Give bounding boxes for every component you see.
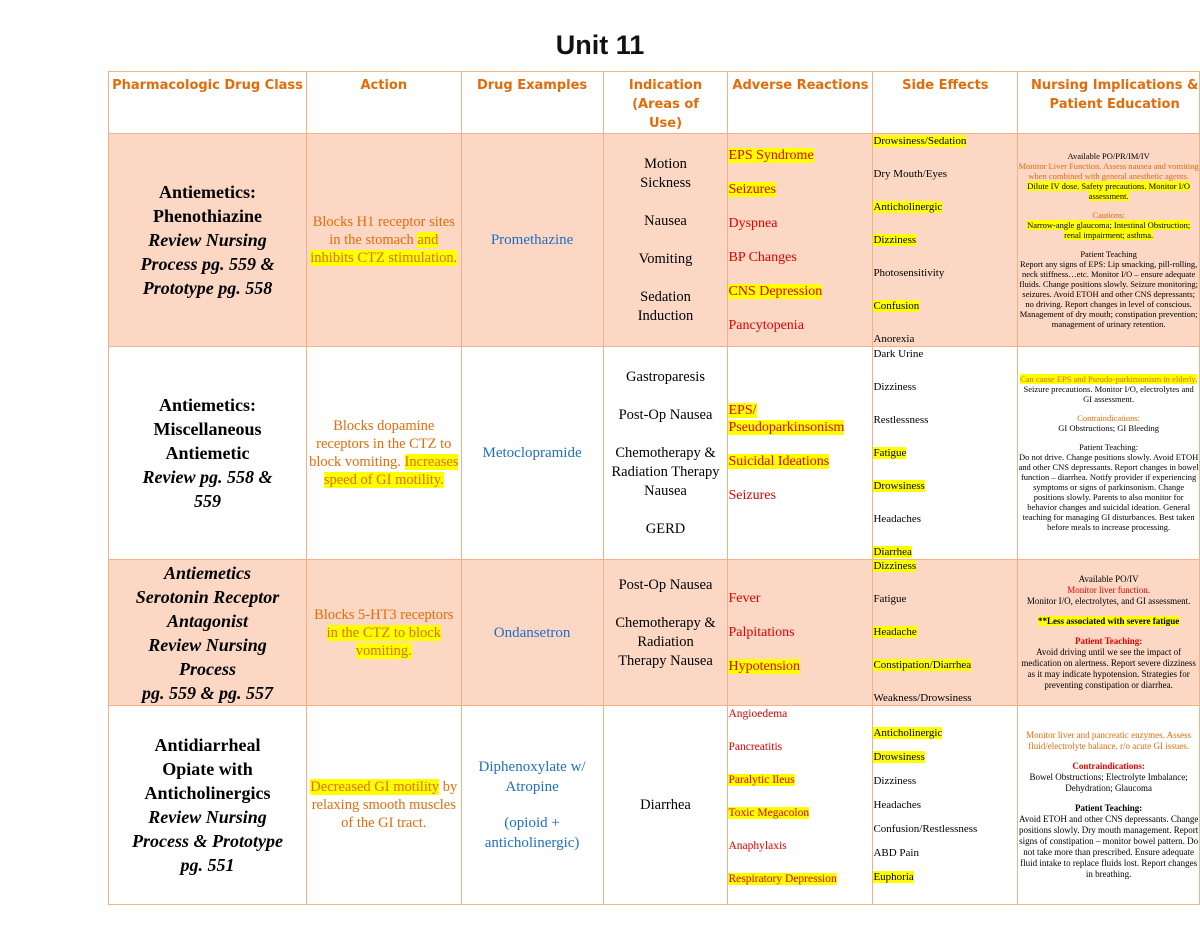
- side-effects-cell: [873, 706, 1018, 905]
- side-effect-item: Headaches: [873, 512, 922, 525]
- adverse-item: BP Changes: [728, 249, 797, 265]
- drug-class-cell: [109, 347, 307, 560]
- indication-item: Chemotherapy & Radiation Therapy Nausea: [615, 615, 716, 669]
- table-row: [109, 560, 1200, 706]
- side-effect-item: Dark Urine: [873, 347, 924, 360]
- indication-cell: [603, 134, 728, 347]
- adverse-item: Respiratory Depression: [728, 873, 837, 885]
- class-reference: Review Nursing: [148, 807, 267, 827]
- side-effect-item: Drowsiness: [873, 479, 925, 492]
- side-effect-item: Diarrhea: [873, 545, 912, 558]
- nursing-cell: [1018, 560, 1200, 706]
- teaching-text: Avoid ETOH and other CNS depressants. Change positions slowly. Dry mouth management. Report signs of constipation – monitor bowel pattern. Do not take more than prescribed. Ensure adequate fluid intake to replace fluids lost. Report changes in breathing.: [1018, 814, 1199, 879]
- adverse-item: Dyspnea: [728, 215, 778, 231]
- cautions-heading: Contraindications:: [1077, 413, 1141, 423]
- side-effect-item: Photosensitivity: [873, 266, 945, 279]
- nursing-line: Monitor I/O, electrolytes, and GI assessment.: [1026, 596, 1191, 606]
- adverse-item: Pancreatitis: [728, 741, 783, 753]
- header-cell: Drug Examples: [461, 72, 603, 134]
- drug-example: Promethazine: [461, 134, 603, 347]
- class-reference: pg. 559 & pg. 557: [141, 682, 273, 703]
- table-row: [109, 347, 1200, 560]
- cautions-heading: Contraindications:: [1072, 761, 1145, 771]
- adverse-cell: [728, 347, 873, 560]
- indication-cell: [603, 347, 728, 560]
- cautions-text: Narrow-angle glaucoma; Intestinal Obstruction; renal impairment; asthma.: [1027, 220, 1191, 240]
- header-row: [109, 72, 1200, 134]
- header-cell: Action: [306, 72, 461, 134]
- side-effect-item: Weakness/Drowsiness: [873, 692, 972, 704]
- class-reference: Serotonin Receptor: [135, 586, 280, 607]
- teaching-text: Avoid driving until we see the impact of medication on alertness. Report severe dizziness as it may indicate hypotension. Strategies for preventing constipation or diarrhea.: [1021, 647, 1196, 690]
- indication-cell: [603, 706, 728, 905]
- class-reference: Review Nursing: [148, 230, 267, 250]
- indication-item: Nausea: [644, 212, 687, 229]
- class-reference: Review pg. 558 &: [142, 467, 273, 487]
- side-effect-item: Drowsiness/Sedation: [873, 134, 967, 147]
- side-effect-item: Headache: [873, 626, 917, 638]
- adverse-cell: [728, 134, 873, 347]
- side-effects-cell: [873, 134, 1018, 347]
- class-name: Phenothiazine: [152, 206, 262, 226]
- class-name: Opiate with: [162, 759, 253, 779]
- adverse-item: Paralytic Ileus: [728, 774, 795, 786]
- nursing-line: Monitor liver and pancreatic enzymes. Assess fluid/electrolyte balance. r/o acute GI issues.: [1026, 730, 1192, 751]
- side-effect-item: Headaches: [873, 798, 922, 811]
- adverse-cell: [728, 706, 873, 905]
- side-effect-item: Fatigue: [873, 446, 907, 459]
- class-name: Antiemetics:: [159, 182, 256, 202]
- class-name: Antidiarrheal: [154, 735, 261, 755]
- class-name: Antiemetics:: [159, 395, 256, 415]
- nursing-line: Seizure precautions. Monitor I/O, electrolytes and GI assessment.: [1023, 384, 1194, 404]
- drug-example: Diphenoxylate w/ Atropine: [478, 759, 586, 795]
- adverse-cell: [728, 560, 873, 706]
- class-reference: Antiemetics: [163, 562, 251, 583]
- header-cell: Indication (Areas of Use): [603, 72, 728, 134]
- drug-example: Metoclopramide: [461, 347, 603, 560]
- side-effects-cell: [873, 560, 1018, 706]
- side-effect-item: Dizziness: [873, 233, 917, 246]
- indication-item: Vomiting: [638, 250, 693, 267]
- table-row: [109, 134, 1200, 347]
- indication-item: Motion Sickness: [640, 155, 691, 191]
- nursing-line: Available PO/IV: [1078, 574, 1139, 584]
- teaching-text: Do not drive. Change positions slowly. Avoid ETOH and other CNS depressants. Report changes in bowel function – diarrhea. Notify provider if experiencing symptoms or signs of parkinsonism. Change positions slowly. Parents to also monitor for behavior changes and suicidal ideation. General teaching for managing GI disturbances. Best taken before meals to increase processing.: [1018, 452, 1199, 532]
- nursing-line: Monitor Liver Function. Assess nausea and vomiting when combined with general anesthetic agents.: [1018, 161, 1199, 181]
- action-text: by relaxing smooth muscles of the GI tract.: [311, 779, 458, 831]
- side-effect-item: Anticholinergic: [873, 200, 943, 213]
- teaching-heading: Patient Teaching:: [1075, 636, 1143, 646]
- adverse-item: Anaphylaxis: [728, 840, 787, 852]
- adverse-item: Suicidal Ideations: [728, 454, 830, 469]
- class-reference: Antagonist: [166, 610, 248, 631]
- adverse-item: EPS Syndrome: [728, 147, 814, 163]
- nursing-cell: [1018, 706, 1200, 905]
- side-effect-item: Dizziness: [873, 380, 917, 393]
- header-cell: Nursing Implications & Patient Education: [1018, 72, 1200, 134]
- action-text: Blocks H1 receptor sites in the stomach: [312, 214, 455, 248]
- action-cell: [306, 706, 461, 905]
- teaching-heading: Patient Teaching:: [1079, 442, 1139, 452]
- adverse-item: Pancytopenia: [728, 317, 804, 333]
- nursing-cell: [1018, 134, 1200, 347]
- adverse-item: Toxic Megacolon: [728, 807, 810, 819]
- action-highlight: Increases speed of GI motility.: [323, 454, 459, 488]
- drug-note: (opioid + anticholinergic): [484, 815, 580, 851]
- adverse-item: CNS Depression: [728, 283, 823, 299]
- action-cell: [306, 134, 461, 347]
- indication-item: Diarrhea: [640, 796, 691, 813]
- side-effect-item: ABD Pain: [873, 846, 919, 859]
- indication-cell: [603, 560, 728, 706]
- adverse-item: Hypotension: [728, 659, 801, 674]
- indication-item: Post-Op Nausea: [618, 577, 713, 593]
- action-text: Blocks dopamine receptors in the CTZ to block vomiting.: [309, 418, 452, 470]
- action-cell: [306, 560, 461, 706]
- teaching-heading: Patient Teaching: [1080, 249, 1137, 259]
- teaching-heading: Patient Teaching:: [1075, 803, 1143, 813]
- cautions-text: Bowel Obstructions; Electrolyte Imbalance; Dehydration; Glaucoma: [1029, 772, 1188, 793]
- header-cell: Side Effects: [873, 72, 1018, 134]
- drug-class-cell: [109, 706, 307, 905]
- header-cell: Adverse Reactions: [728, 72, 873, 134]
- class-reference: Prototype pg. 558: [142, 278, 273, 298]
- class-reference: Process & Prototype: [131, 831, 283, 851]
- class-name: Miscellaneous: [153, 419, 262, 439]
- indication-item: GERD: [645, 520, 686, 537]
- class-name: Anticholinergics: [144, 783, 271, 803]
- action-highlight: Decreased GI motility: [310, 779, 440, 795]
- drug-class-cell: [109, 134, 307, 347]
- side-effect-item: Anorexia: [873, 332, 915, 345]
- side-effect-item: Fatigue: [873, 593, 907, 605]
- action-highlight: and inhibits CTZ stimulation.: [310, 232, 458, 266]
- action-highlight: in the CTZ to block vomiting.: [326, 624, 441, 659]
- side-effect-item: Confusion/Restlessness: [873, 822, 978, 835]
- adverse-item: Fever: [728, 591, 761, 606]
- class-reference: pg. 551: [180, 855, 235, 875]
- side-effect-item: Constipation/Diarrhea: [873, 659, 972, 671]
- side-effect-item: Dry Mouth/Eyes: [873, 167, 948, 180]
- table-row: [109, 706, 1200, 905]
- cautions-heading: Cautions:: [1092, 210, 1125, 220]
- nursing-line: Can cause EPS and Pseudo-parkinsonism in elderly.: [1020, 374, 1198, 384]
- header-cell: Pharmacologic Drug Class: [109, 72, 307, 134]
- drug-table: [108, 71, 1200, 905]
- adverse-item: EPS/ Pseudoparkinsonism: [728, 403, 845, 435]
- indication-item: Sedation Induction: [637, 288, 694, 324]
- adverse-item: Seizures: [728, 181, 776, 197]
- teaching-text: Report any signs of EPS: Lip smacking, pill-rolling, neck stiffness…etc. Monitor I/O – ensure adequate fluids. Change positions slowly. Seizure monitoring; seizures. Avoid ETOH and other CNS depressants; no driving. Report changes in level of conscious. Management of dry mouth; constipation prevention; management of urinary retention.: [1019, 259, 1198, 329]
- action-cell: [306, 347, 461, 560]
- cautions-text: GI Obstructions; GI Bleeding: [1058, 423, 1160, 433]
- class-name: Antiemetic: [165, 443, 250, 463]
- drug-example-cell: [461, 706, 603, 905]
- indication-item: Post-Op Nausea: [618, 406, 713, 423]
- nursing-line: Monitor liver function.: [1067, 585, 1150, 595]
- side-effects-cell: [873, 347, 1018, 560]
- side-effect-item: Confusion: [873, 299, 920, 312]
- side-effect-item: Dizziness: [873, 774, 917, 787]
- side-effect-item: Euphoria: [873, 870, 914, 883]
- drug-example: Ondansetron: [461, 560, 603, 706]
- adverse-item: Palpitations: [728, 625, 795, 640]
- drug-class-cell: [109, 560, 307, 706]
- adverse-item: Seizures: [728, 488, 776, 503]
- side-effect-item: Anticholinergic: [873, 726, 943, 739]
- nursing-line: Available PO/PR/IM/IV: [1067, 151, 1150, 161]
- class-reference: Process pg. 559 &: [140, 254, 275, 274]
- class-reference: Review Nursing: [148, 634, 267, 655]
- indication-item: Chemotherapy & Radiation Therapy Nausea: [611, 444, 720, 499]
- indication-item: Gastroparesis: [626, 368, 705, 385]
- nursing-cell: [1018, 347, 1200, 560]
- side-effect-item: Drowsiness: [873, 750, 925, 763]
- adverse-item: Angioedema: [728, 708, 788, 720]
- side-effect-item: Dizziness: [873, 560, 917, 572]
- class-reference: 559: [193, 491, 221, 511]
- nursing-note: **Less associated with severe fatigue: [1037, 616, 1180, 626]
- side-effect-item: Restlessness: [873, 413, 929, 426]
- action-text: Blocks 5-HT3 receptors: [314, 606, 454, 623]
- nursing-line: Dilute IV dose. Safety precautions. Monitor I/O assessment.: [1027, 181, 1190, 201]
- class-reference: Process: [178, 658, 236, 679]
- page-title: Unit 11: [555, 30, 645, 60]
